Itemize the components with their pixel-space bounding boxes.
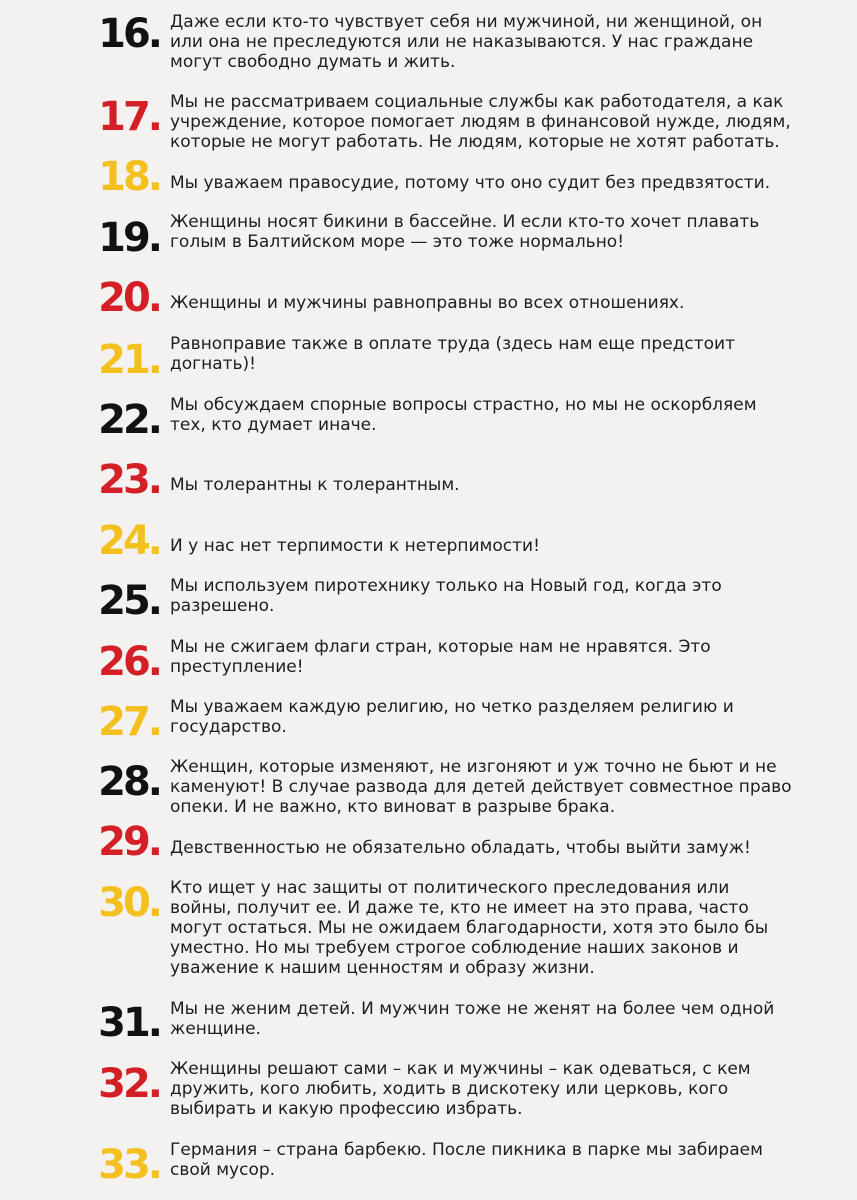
item-text: Мы используем пиротехнику только на Новый год, когда это разрешено. — [170, 576, 722, 616]
item-number: 27. — [98, 699, 160, 745]
item-number: 29. — [98, 819, 160, 865]
item-text: И у нас нет терпимости к нетерпимости! — [170, 536, 540, 556]
item-number: 31. — [98, 1000, 160, 1046]
item-text: Кто ищет у нас защиты от политического преследования или войны, получит ее. И даже те, кто не имеет на это права, часто могут остаться. Мы не ожидаем благодарности, хотя это было бы уместно. Но мы требуем строгое соблюдение наших законов и уважение к нашим ценностям и образу жизни. — [170, 878, 769, 978]
item-number: 19. — [98, 215, 160, 261]
item-number: 24. — [98, 518, 160, 564]
item-number: 28. — [98, 759, 160, 805]
item-text: Равноправие также в оплате труда (здесь нам еще предстоит догнать)! — [170, 334, 736, 374]
item-number: 26. — [98, 639, 160, 685]
item-text: Мы уважаем правосудие, потому что оно судит без предвзятости. — [170, 173, 771, 193]
item-text: Мы не сжигаем флаги стран, которые нам не нравятся. Это преступление! — [170, 637, 711, 677]
item-number: 33. — [98, 1142, 160, 1188]
item-number: 22. — [98, 397, 160, 443]
item-number: 16. — [98, 11, 160, 57]
item-text: Мы не рассматриваем социальные службы как работодателя, а как учреждение, которое помогает людям в финансовой нужде, людям, которые не могут работать. Не людям, которые не хотят работать. — [170, 92, 791, 152]
item-number: 20. — [98, 275, 160, 321]
item-text: Даже если кто-то чувствует себя ни мужчиной, ни женщиной, он или она не преследуются или не наказываются. У нас граждане могут свободно думать и жить. — [170, 12, 763, 72]
item-text: Женщин, которые изменяют, не изгоняют и уж точно не бьют и не каменуют! В случае развода для детей действует совместное право опеки. И не важно, кто виноват в разрыве брака. — [170, 757, 792, 817]
item-text: Мы уважаем каждую религию, но четко разделяем религию и государство. — [170, 697, 734, 737]
item-text: Германия – страна барбекю. После пикника в парке мы забираем свой мусор. — [170, 1140, 763, 1180]
item-text: Женщины решают сами – как и мужчины – как одеваться, с кем дружить, кого любить, ходить в дискотеку или церковь, кого выбирать и какую профессию избрать. — [170, 1059, 751, 1119]
item-number: 25. — [98, 578, 160, 624]
item-text: Мы обсуждаем спорные вопросы страстно, но мы не оскорбляем тех, кто думает иначе. — [170, 395, 757, 435]
item-number: 32. — [98, 1061, 160, 1107]
item-number: 30. — [98, 880, 160, 926]
item-number: 17. — [98, 94, 160, 140]
item-text: Мы толерантны к толерантным. — [170, 475, 460, 495]
item-number: 23. — [98, 457, 160, 503]
item-text: Мы не женим детей. И мужчин тоже не женят на более чем одной женщине. — [170, 999, 775, 1039]
item-number: 21. — [98, 337, 160, 383]
item-text: Женщины и мужчины равноправны во всех отношениях. — [170, 293, 685, 313]
item-text: Девственностью не обязательно обладать, чтобы выйти замуж! — [170, 838, 751, 858]
item-text: Женщины носят бикини в бассейне. И если кто-то хочет плавать голым в Балтийском море — это тоже нормально! — [170, 212, 760, 252]
item-number: 18. — [98, 154, 160, 200]
